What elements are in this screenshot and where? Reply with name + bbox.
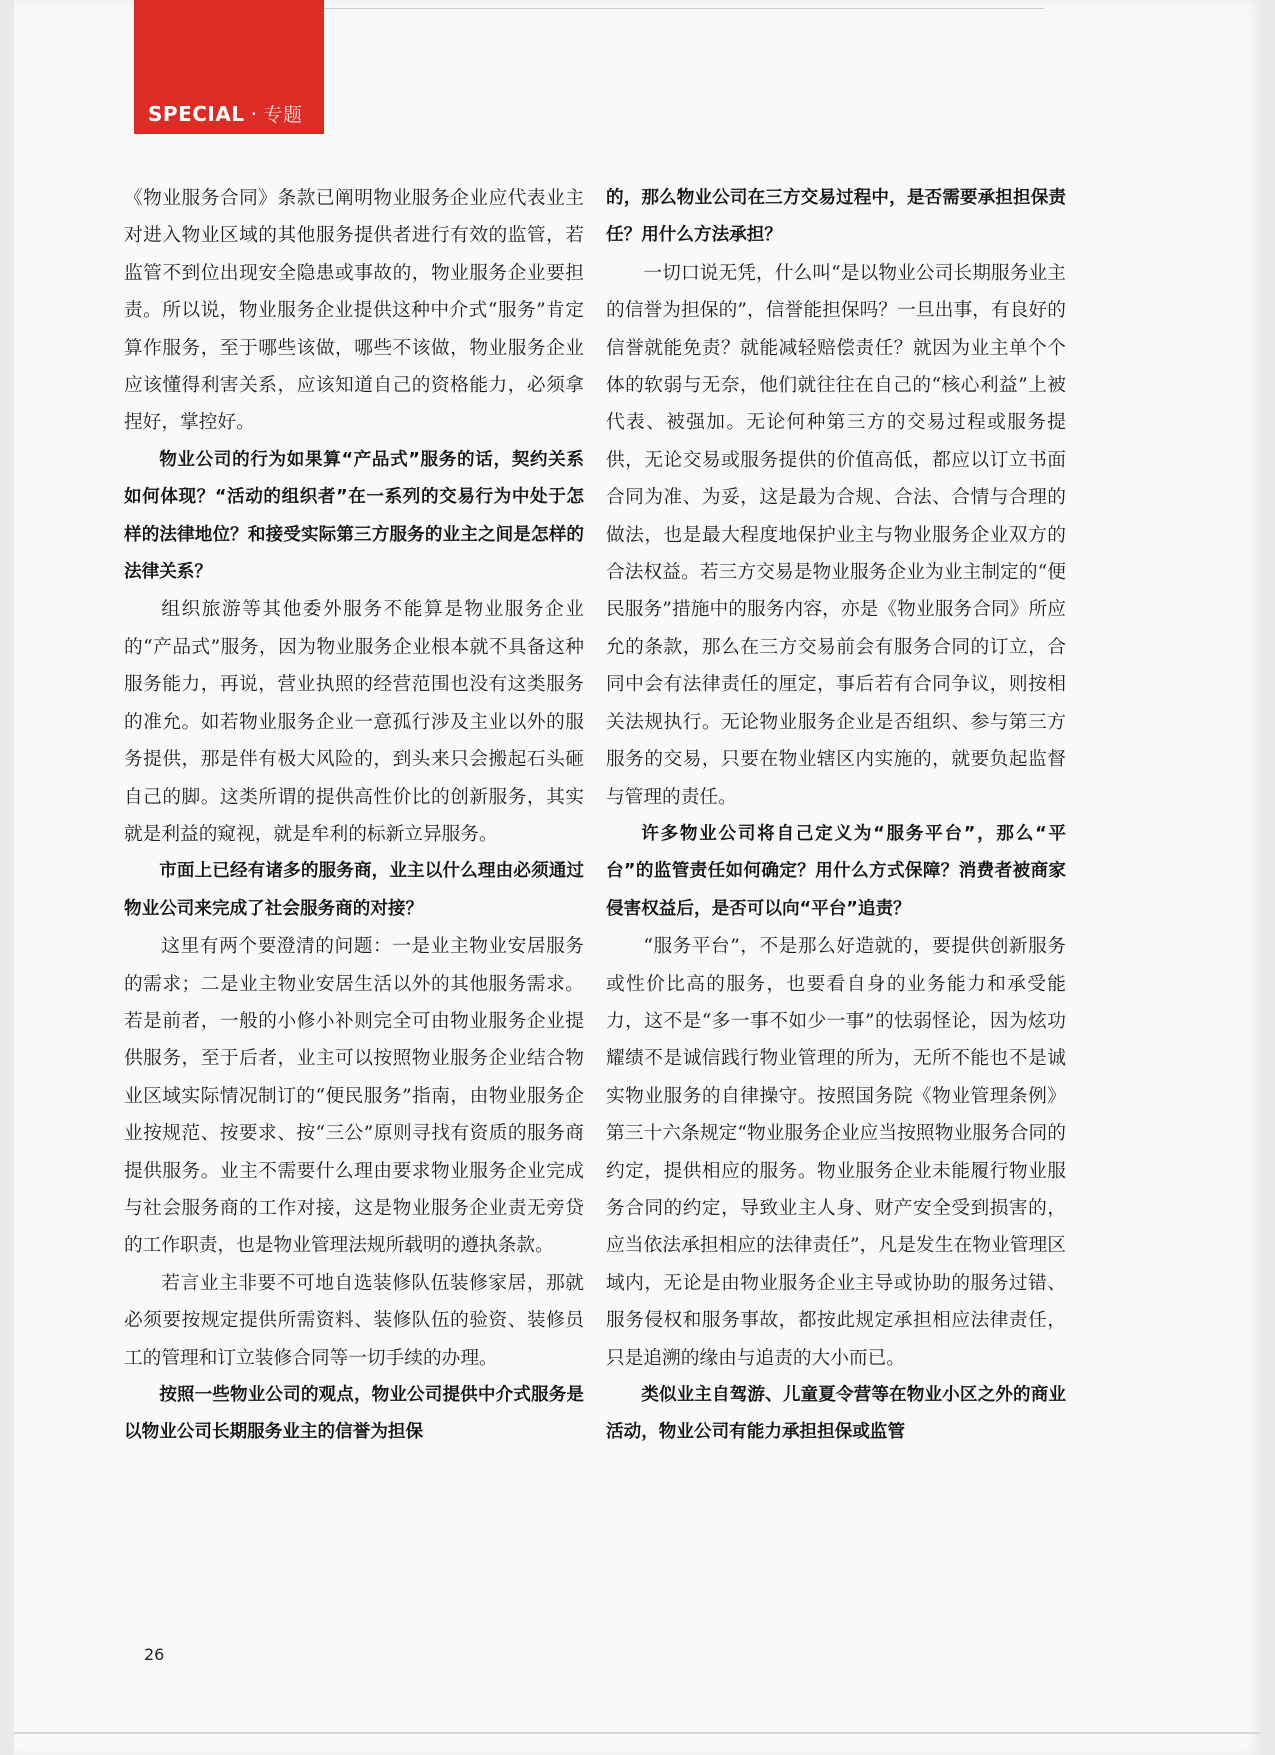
- question-heading: 许多物业公司将自己定义为“服务平台”，那么“平台”的监管责任如何确定？用什么方式保障？消费者被商家侵害权益后，是否可以向“平台”追责？: [606, 823, 1066, 919]
- bottom-rule: [14, 1732, 1260, 1734]
- page-number: 26: [144, 1645, 165, 1664]
- question-heading: 市面上已经有诸多的服务商，业主以什么理由必须通过物业公司来完成了社会服务商的对接？: [124, 861, 584, 919]
- section-tab: [134, 0, 324, 134]
- paragraph: 《物业服务合同》条款已阐明物业服务企业应代表业主对进入物业区域的其他服务提供者进行有效的监管，若监管不到位出现安全隐患或事故的，物业服务企业要担责。所以说，物业服务企业提供这种中介式“服务”肯定算作服务，至于哪些该做，哪些不该做，物业服务企业应该懂得利害关系，应该知道自己的资格能力，必须拿捏好，掌控好。: [124, 188, 584, 434]
- paragraph: “服务平台”，不是那么好造就的，要提供创新服务或性价比高的服务，也要看自身的业务能力和承受能力，这不是“多一事不如少一事”的怯弱怪论，因为炫功耀绩不是诚信践行物业管理的所为，无所不能也不是诚实物业服务的自律操守。按照国务院《物业管理条例》第三十六条规定“物业服务企业应当按照物业服务合同的约定，提供相应的服务。物业服务企业未能履行物业服务合同的约定，导致业主人身、财产安全受到损害的，应当依法承担相应的法律责任”，凡是发生在物业管理区域内，无论是由物业服务企业主导或协助的服务过错、服务侵权和服务事故，都按此规定承担相应法律责任，只是追溯的缘由与追责的大小而已。: [606, 936, 1066, 1369]
- section-label: [148, 100, 302, 127]
- right-column: [606, 180, 1066, 1452]
- section-label-cn: 专题: [263, 104, 303, 126]
- question-heading: 物业公司的行为如果算“产品式”服务的话，契约关系如何体现？“活动的组织者”在一系列的交易行为中处于怎样的法律地位？和接受实际第三方服务的业主之间是怎样的法律关系？: [124, 449, 584, 583]
- left-column: [124, 180, 584, 1452]
- magazine-page: [14, 0, 1260, 1755]
- paragraph: 这里有两个要澄清的问题：一是业主物业安居服务的需求；二是业主物业安居生活以外的其他服务需求。若是前者，一般的小修小补则完全可由物业服务企业提供服务，至于后者，业主可以按照物业服务企业结合物业区域实际情况制订的“便民服务”指南，由物业服务企业按规范、按要求、按“三公”原则寻找有资质的服务商提供服务。业主不需要什么理由要求物业服务企业完成与社会服务商的工作对接，这是物业服务企业责无旁贷的工作职责，也是物业管理法规所载明的遵执条款。: [124, 936, 584, 1257]
- top-rule: [284, 8, 1044, 9]
- paragraph: 组织旅游等其他委外服务不能算是物业服务企业的“产品式”服务，因为物业服务企业根本就不具备这种服务能力，再说，营业执照的经营范围也没有这类服务的准允。如若物业服务企业一意孤行涉及主业以外的服务提供，那是伴有极大风险的，到头来只会搬起石头砸自己的脚。这类所谓的提供高性价比的创新服务，其实就是利益的窥视，就是牟利的标新立异服务。: [124, 599, 584, 845]
- section-label-en: SPECIAL: [148, 102, 245, 126]
- question-heading: 按照一些物业公司的观点，物业公司提供中介式服务是以物业公司长期服务业主的信誉为担保: [124, 1385, 584, 1443]
- question-heading-cont: 的，那么物业公司在三方交易过程中，是否需要承担担保责任？用什么方法承担？: [606, 188, 1066, 246]
- section-separator: ·: [250, 102, 258, 126]
- question-heading: 类似业主自驾游、儿童夏令营等在物业小区之外的商业活动，物业公司有能力承担担保或监管: [606, 1385, 1066, 1443]
- paragraph: 一切口说无凭，什么叫“是以物业公司长期服务业主的信誉为担保的”，信誉能担保吗？一旦出事，有良好的信誉就能免责？就能减轻赔偿责任？就因为业主单个个体的软弱与无奈，他们就往往在自己的“核心利益”上被代表、被强加。无论何种第三方的交易过程或服务提供，无论交易或服务提供的价值高低，都应以订立书面合同为准、为妥，这是最为合规、合法、合情与合理的做法，也是最大程度地保护业主与物业服务企业双方的合法权益。若三方交易是物业服务企业为业主制定的“便民服务”措施中的服务内容，亦是《物业服务合同》所应允的条款，那么在三方交易前会有服务合同的订立，合同中会有法律责任的厘定，事后若有合同争议，则按相关法规执行。无论物业服务企业是否组织、参与第三方服务的交易，只要在物业辖区内实施的，就要负起监督与管理的责任。: [606, 262, 1066, 808]
- paragraph: 若言业主非要不可地自选装修队伍装修家居，那就必须要按规定提供所需资料、装修队伍的验资、装修员工的管理和订立装修合同等一切手续的办理。: [124, 1272, 584, 1369]
